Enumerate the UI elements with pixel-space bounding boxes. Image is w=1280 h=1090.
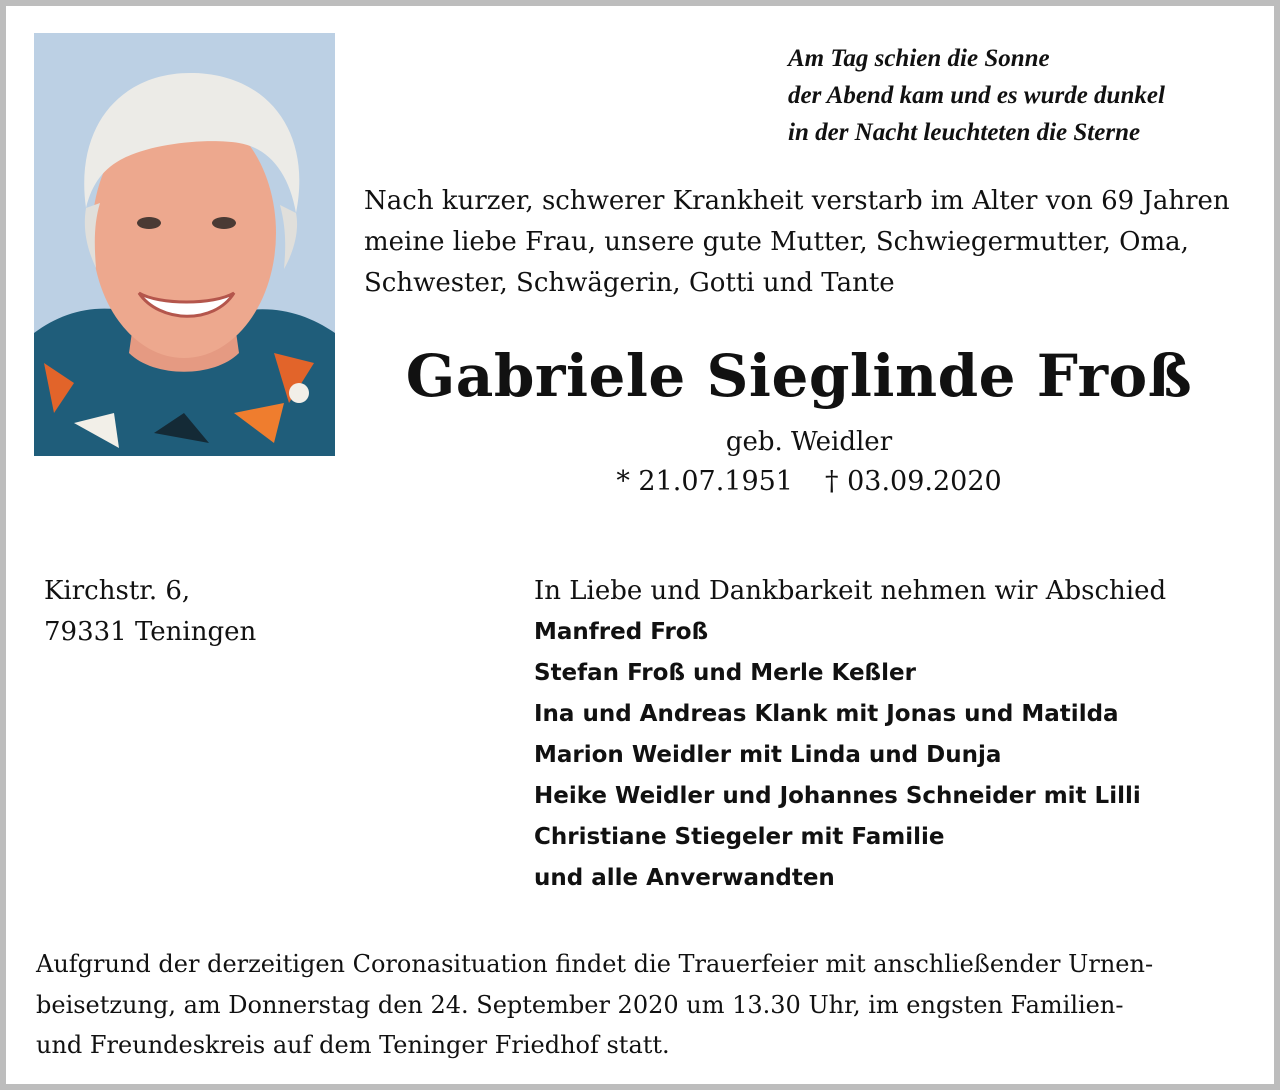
birth-date: * 21.07.1951 (616, 466, 793, 497)
intro-line: meine liebe Frau, unsere gute Mutter, Schwiegermutter, Oma, (364, 227, 1189, 257)
portrait-illustration (34, 33, 335, 456)
intro-line: Nach kurzer, schwerer Krankheit verstarb im Alter von 69 Jahren (364, 186, 1230, 216)
notice-line: Aufgrund der derzeitigen Coronasituation findet die Trauerfeier mit anschließender Urnen- (36, 950, 1154, 978)
address-line: Kirchstr. 6, (44, 576, 191, 606)
death-date: † 03.09.2020 (825, 466, 1002, 497)
address (44, 571, 256, 653)
poem (788, 40, 1268, 151)
poem-line: Am Tag schien die Sonne (788, 45, 1050, 72)
poem-line: in der Nacht leuchteten die Sterne (788, 119, 1141, 146)
funeral-notice (36, 944, 1256, 1066)
maiden-name: geb. Weidler (725, 427, 893, 457)
farewell-line: In Liebe und Dankbarkeit nehmen wir Abschied (534, 576, 1167, 606)
mourner-name: Ina und Andreas Klank mit Jonas und Matilda (534, 701, 1119, 727)
address-line: 79331 Teningen (44, 617, 257, 647)
mourner-name: Manfred Froß (534, 619, 709, 645)
intro-line: Schwester, Schwägerin, Gotti und Tante (364, 268, 895, 298)
mourner-name: Christiane Stiegeler mit Familie (534, 824, 945, 850)
mourner-name: Marion Weidler mit Linda und Dunja (534, 742, 1002, 768)
intro-text (364, 181, 1264, 304)
portrait-photo (34, 33, 335, 456)
life-dates (364, 466, 1254, 497)
mourner-name: Heike Weidler und Johannes Schneider mit Lilli (534, 783, 1141, 809)
notice-line: beisetzung, am Donnerstag den 24. September 2020 um 13.30 Uhr, im engsten Familien- (36, 990, 1124, 1019)
poem-line: der Abend kam und es wurde dunkel (788, 82, 1165, 109)
notice-line: und Freundeskreis auf dem Teninger Friedhof statt. (36, 1031, 670, 1059)
mourners-section (534, 571, 1274, 899)
deceased-name: Gabriele Sieglinde Froß (405, 342, 1193, 410)
mourner-name: Stefan Froß und Merle Keßler (534, 660, 916, 686)
mourner-name: und alle Anverwandten (534, 865, 835, 891)
